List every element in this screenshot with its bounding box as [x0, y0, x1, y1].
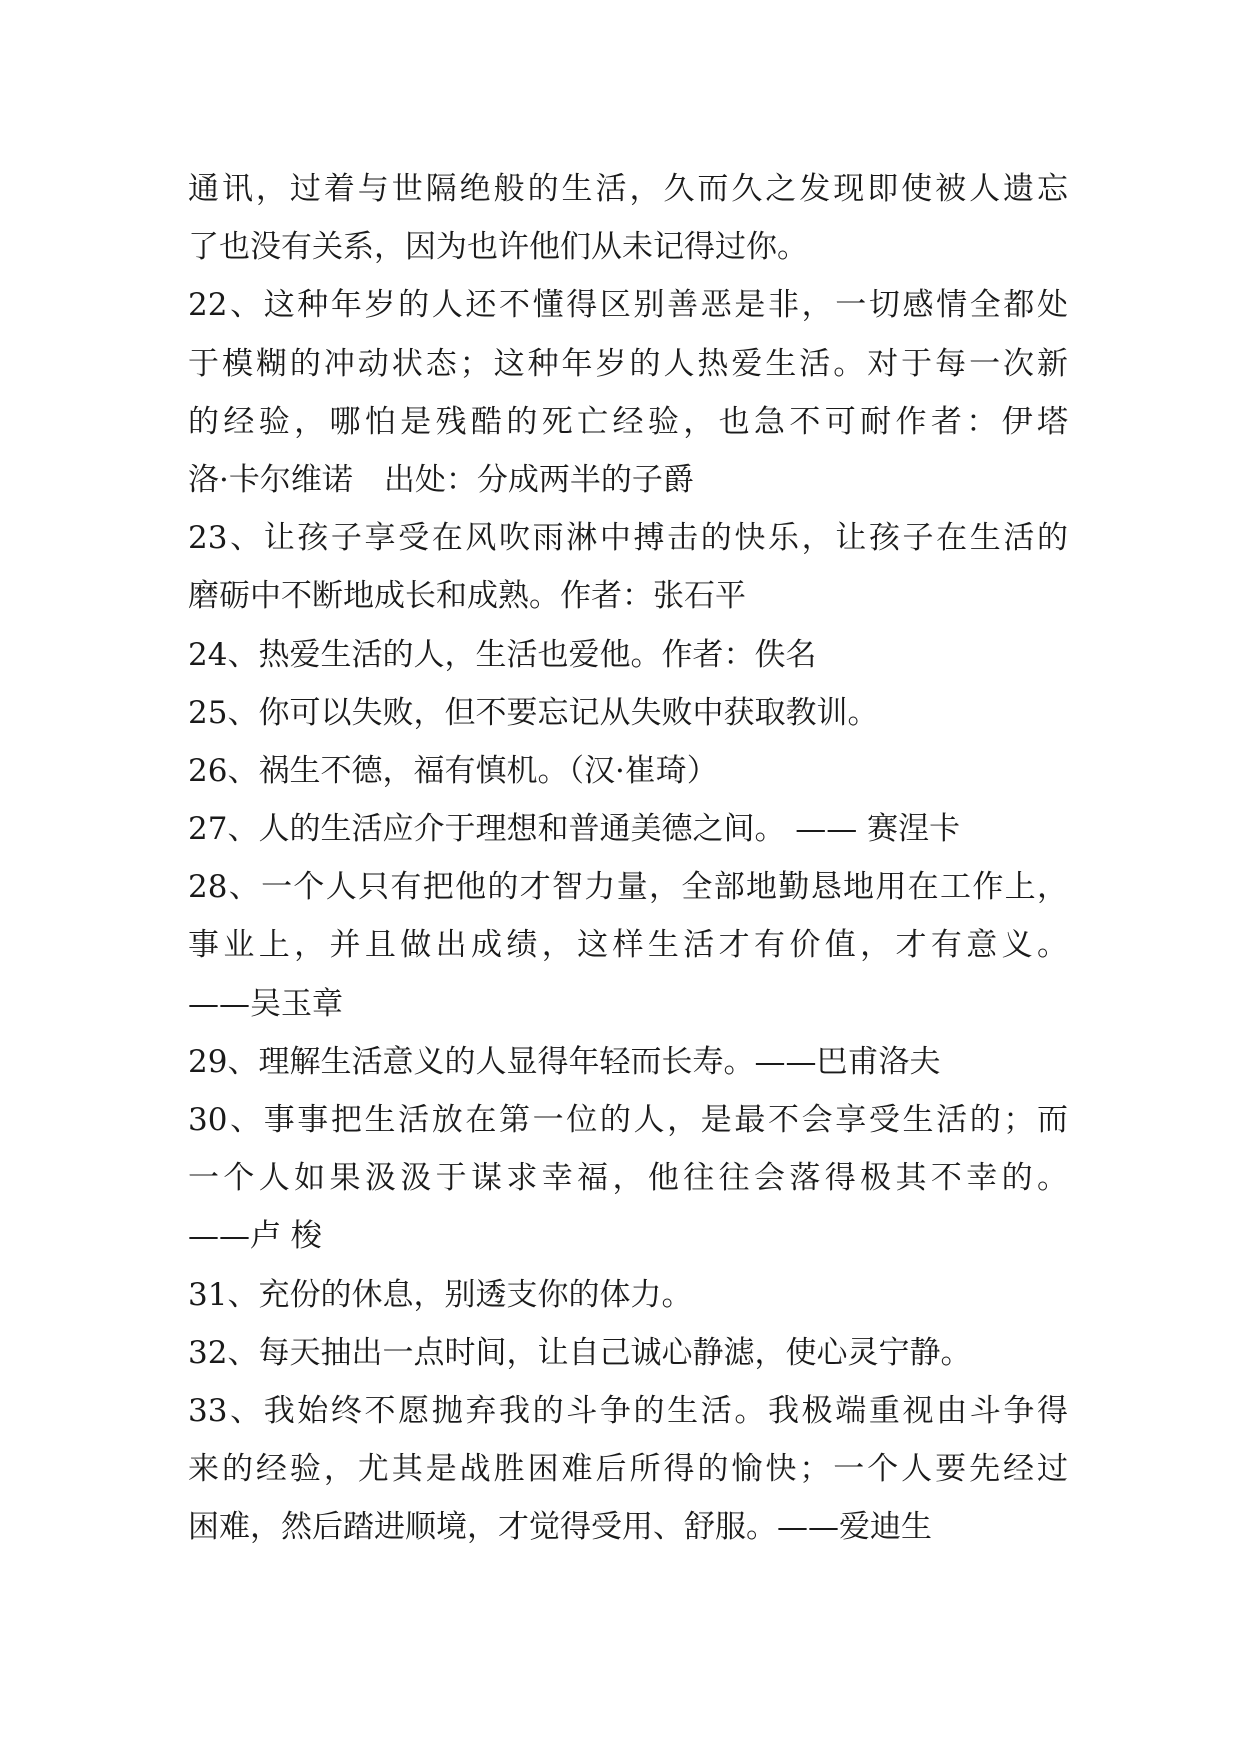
- text-line: 洛·卡尔维诺 出处：分成两半的子爵: [188, 461, 694, 498]
- quote-22-line: 22、这种年岁的人还不懂得区别善恶是非，一切感情全都处: [188, 287, 1068, 324]
- text-line: 来的经验，尤其是战胜困难后所得的愉快；一个人要先经过: [188, 1451, 1068, 1488]
- quote-33-line: 33、我始终不愿抛弃我的斗争的生活。我极端重视由斗争得: [188, 1392, 1068, 1429]
- quote-27-line: 27、人的生活应介于理想和普通美德之间。 —— 赛涅卡: [188, 811, 961, 848]
- text-line: 通讯，过着与世隔绝般的生活，久而久之发现即使被人遗忘: [188, 171, 1068, 207]
- quote-24-line: 24、热爱生活的人，生活也爱他。作者：佚名: [188, 636, 817, 673]
- quote-26-line: 26、祸生不德，福有慎机。（汉·崔琦）: [188, 752, 718, 789]
- attribution-line: ——吴玉章: [188, 985, 343, 1022]
- quote-32-line: 32、每天抽出一点时间，让自己诚心静滤，使心灵宁静。: [188, 1334, 972, 1371]
- quote-29-line: 29、理解生活意义的人显得年轻而长寿。——巴甫洛夫: [188, 1043, 941, 1080]
- quote-28-line: 28、一个人只有把他的才智力量，全部地勤恳地用在工作上，: [188, 869, 1068, 906]
- quote-31-line: 31、充份的休息，别透支你的体力。: [188, 1276, 693, 1313]
- text-line: 磨砺中不断地成长和成熟。作者：张石平: [188, 578, 746, 615]
- quote-23-line: 23、让孩子享受在风吹雨淋中搏击的快乐，让孩子在生活的: [188, 520, 1068, 557]
- text-line: 了也没有关系，因为也许他们从未记得过你。: [188, 229, 808, 266]
- text-line: 事业上，并且做出成绩，这样生活才有价值，才有意义。: [188, 927, 1068, 964]
- document-body: [188, 160, 1068, 1557]
- attribution-line: ——卢 梭: [188, 1218, 322, 1255]
- quote-30-line: 30、事事把生活放在第一位的人，是最不会享受生活的；而: [188, 1102, 1068, 1138]
- text-line: 困难，然后踏进顺境，才觉得受用、舒服。——爱迪生: [188, 1509, 932, 1546]
- text-line: 的经验，哪怕是残酷的死亡经验，也急不可耐作者：伊塔: [188, 403, 1068, 440]
- quote-25-line: 25、你可以失败，但不要忘记从失败中获取教训。: [188, 694, 879, 731]
- text-line: 于模糊的冲动状态；这种年岁的人热爱生活。对于每一次新: [188, 345, 1068, 382]
- text-line: 一个人如果汲汲于谋求幸福，他往往会落得极其不幸的。: [188, 1160, 1068, 1197]
